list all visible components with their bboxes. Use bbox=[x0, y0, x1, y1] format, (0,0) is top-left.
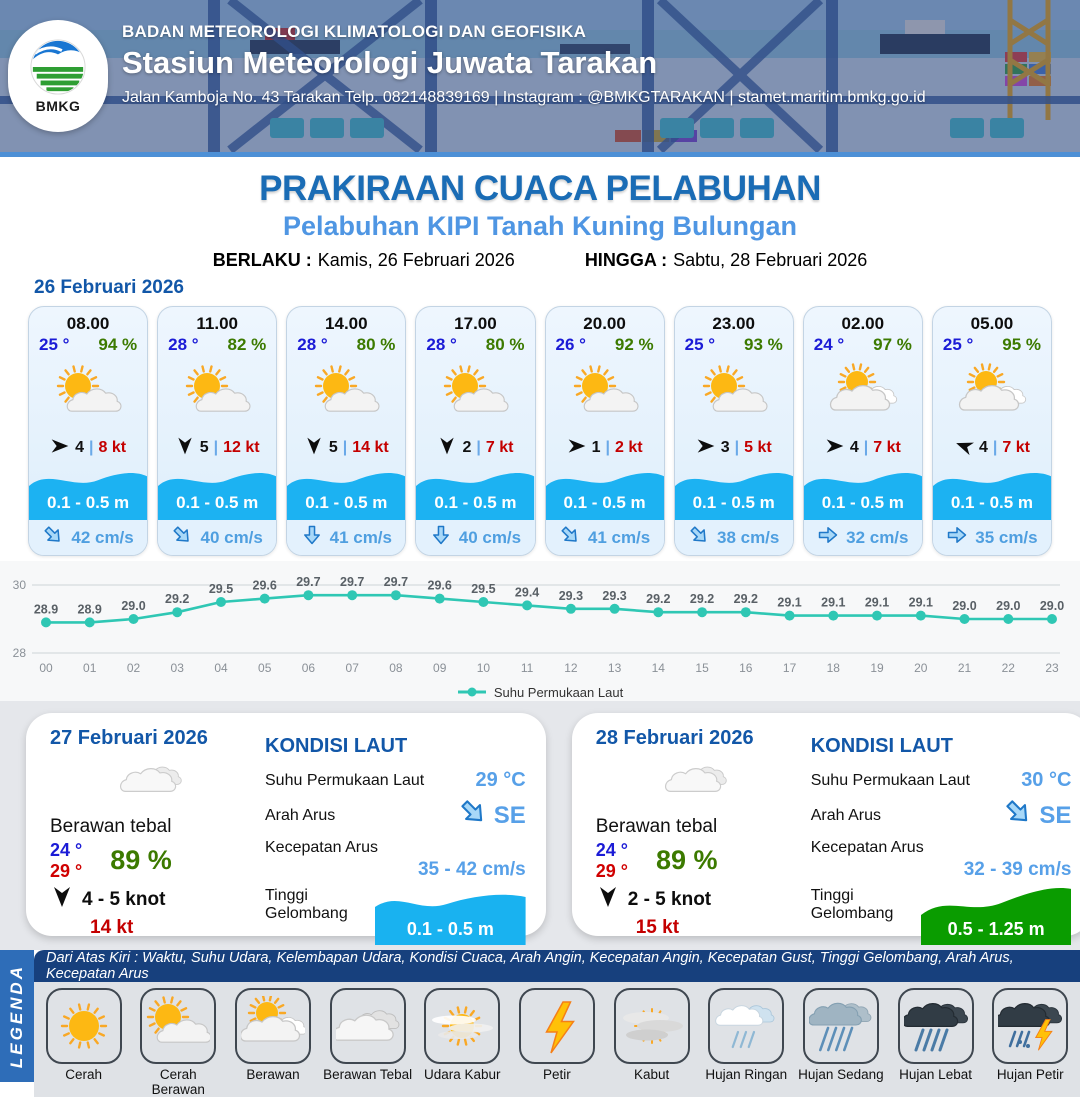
humidity: 80 % bbox=[356, 335, 396, 354]
svg-text:29.1: 29.1 bbox=[821, 595, 846, 610]
svg-text:21: 21 bbox=[957, 661, 972, 675]
wave-height-band bbox=[29, 461, 147, 521]
wind-gust: 7 kt bbox=[1002, 439, 1030, 457]
cerah-berawan-icon bbox=[140, 988, 216, 1064]
wind-separator: | bbox=[213, 439, 219, 457]
humidity: 92 % bbox=[614, 335, 654, 354]
current-speed: 40 cm/s bbox=[458, 527, 522, 547]
svg-text:09: 09 bbox=[433, 661, 447, 675]
wind-speed: 4 bbox=[849, 439, 859, 457]
svg-text:29.3: 29.3 bbox=[602, 588, 627, 603]
valid-to: HINGGA : Sabtu, 28 Februari 2026 bbox=[584, 250, 868, 270]
hujan-sedang-icon bbox=[803, 988, 879, 1064]
svg-text:29.2: 29.2 bbox=[689, 592, 715, 607]
svg-text:17: 17 bbox=[782, 661, 797, 675]
wind-speed: 5 bbox=[199, 439, 209, 457]
sea-conditions-heading: KONDISI LAUT bbox=[810, 735, 953, 757]
forecast-card bbox=[932, 306, 1052, 556]
kabut-icon bbox=[614, 988, 690, 1064]
wave-height-band bbox=[416, 461, 534, 521]
wave-height-band bbox=[158, 461, 276, 521]
day-card bbox=[26, 713, 546, 939]
current-row bbox=[804, 520, 922, 555]
humidity: 82 % bbox=[227, 335, 267, 354]
wind-direction-icon bbox=[437, 436, 457, 461]
legend-item-label: Udara Kabur bbox=[424, 1067, 501, 1082]
sst-value: 29 °C bbox=[475, 769, 526, 791]
forecast-time: 02.00 bbox=[841, 314, 885, 333]
current-speed: 41 cm/s bbox=[587, 527, 651, 547]
sst-label: Suhu Permukaan Laut bbox=[810, 771, 970, 789]
wind-gust: 7 kt bbox=[485, 439, 514, 457]
current-row bbox=[416, 520, 534, 555]
svg-text:29.0: 29.0 bbox=[952, 599, 977, 613]
wave-height: 0.1 - 0.5 m bbox=[692, 493, 775, 513]
svg-text:12: 12 bbox=[564, 661, 578, 675]
svg-text:14: 14 bbox=[651, 661, 665, 675]
humidity: 95 % bbox=[1002, 335, 1041, 354]
wind-gust: 5 kt bbox=[744, 439, 772, 457]
wind-speed: 5 bbox=[328, 439, 338, 457]
wind-direction-icon bbox=[696, 436, 716, 461]
sea-conditions-heading: KONDISI LAUT bbox=[265, 735, 408, 757]
chart-legend-label: Suhu Permukaan Laut bbox=[493, 684, 624, 700]
svg-text:29.4: 29.4 bbox=[514, 585, 540, 600]
legend-item-label: Hujan Sedang bbox=[798, 1067, 884, 1082]
udara-kabur-icon bbox=[424, 988, 500, 1064]
wave-height-label: Tinggi Gelombang bbox=[810, 887, 894, 922]
svg-text:10: 10 bbox=[476, 661, 491, 675]
svg-text:29.6: 29.6 bbox=[427, 578, 452, 593]
day-date: 28 Februari 2026 bbox=[595, 727, 754, 749]
current-direction-icon bbox=[946, 524, 968, 551]
svg-text:02: 02 bbox=[126, 661, 141, 675]
wave-height-label: Tinggi Gelombang bbox=[265, 887, 348, 922]
legend-item bbox=[607, 988, 697, 1082]
weather-icon-cerah-berawan bbox=[179, 357, 255, 434]
svg-text:29.0: 29.0 bbox=[996, 599, 1021, 613]
forecast-time: 20.00 bbox=[583, 314, 626, 333]
current-direction: SE bbox=[458, 797, 526, 834]
svg-text:15: 15 bbox=[695, 661, 709, 675]
current-direction-icon bbox=[430, 524, 452, 551]
wind-direction-icon bbox=[50, 436, 70, 461]
wind-row bbox=[437, 436, 513, 461]
svg-text:29.2: 29.2 bbox=[165, 592, 190, 607]
temp-max: 29 ° bbox=[595, 860, 628, 881]
current-speed: 35 cm/s bbox=[975, 527, 1038, 547]
wind-separator: | bbox=[88, 439, 94, 457]
station-contact: Jalan Kamboja No. 43 Tarakan Telp. 082148839169 | Instagram : @BMKGTARAKAN | stamet.maritim.bmkg.go.id bbox=[122, 89, 926, 106]
svg-text:29.7: 29.7 bbox=[296, 575, 321, 590]
current-direction-label: Arah Arus bbox=[265, 806, 336, 824]
wind-direction-icon bbox=[596, 885, 620, 915]
legend-item-label: Cerah bbox=[65, 1067, 103, 1082]
svg-text:29.6: 29.6 bbox=[252, 578, 277, 593]
wind-separator: | bbox=[734, 439, 740, 457]
legend-item bbox=[133, 988, 223, 1097]
wave-height-band bbox=[675, 461, 793, 521]
wind-gust: 7 kt bbox=[873, 439, 901, 457]
forecast-card bbox=[415, 306, 535, 556]
current-row bbox=[287, 520, 405, 555]
outlook-section bbox=[0, 701, 1080, 950]
svg-text:06: 06 bbox=[301, 661, 316, 675]
humidity: 80 % bbox=[485, 335, 525, 354]
svg-text:29.5: 29.5 bbox=[208, 582, 234, 596]
temperature: 28 ° bbox=[297, 335, 328, 354]
sst-label: Suhu Permukaan Laut bbox=[265, 771, 425, 789]
cloud-icon bbox=[50, 750, 255, 814]
day-wind-gust: 15 kt bbox=[635, 917, 680, 939]
legend-marker-icon bbox=[457, 686, 487, 698]
svg-text:28.9: 28.9 bbox=[33, 602, 59, 617]
svg-text:23: 23 bbox=[1045, 661, 1059, 675]
legend-item bbox=[228, 988, 318, 1082]
legend-item bbox=[417, 988, 507, 1082]
temperature: 25 ° bbox=[39, 335, 70, 354]
svg-text:16: 16 bbox=[739, 661, 753, 675]
validity-row bbox=[0, 250, 1080, 271]
forecast-time: 14.00 bbox=[325, 314, 368, 333]
weather-icon-cerah-berawan bbox=[308, 357, 384, 434]
wind-row bbox=[50, 436, 126, 461]
forecast-card bbox=[674, 306, 794, 556]
current-row bbox=[675, 520, 793, 555]
current-speed-label: Kecepatan Arus bbox=[810, 839, 924, 856]
legend-item-label: Hujan Petir bbox=[996, 1067, 1064, 1082]
svg-text:29.2: 29.2 bbox=[733, 592, 758, 607]
current-direction-icon bbox=[559, 524, 581, 551]
day-date: 27 Februari 2026 bbox=[50, 727, 208, 749]
svg-text:29.1: 29.1 bbox=[908, 595, 933, 610]
sst-chart bbox=[0, 561, 1080, 675]
weather-icon-cerah-berawan bbox=[437, 357, 513, 434]
wind-direction-icon bbox=[50, 885, 74, 915]
legend-item bbox=[985, 988, 1075, 1082]
svg-text:30: 30 bbox=[12, 578, 26, 592]
svg-text:11: 11 bbox=[520, 661, 534, 675]
wind-row bbox=[954, 436, 1030, 461]
current-row bbox=[546, 520, 664, 555]
current-direction-icon bbox=[458, 797, 488, 834]
temp-min: 24 ° bbox=[595, 840, 628, 860]
bmkg-logo-text: BMKG bbox=[35, 98, 81, 114]
wind-row bbox=[696, 436, 772, 461]
current-speed-value: 32 - 39 cm/s bbox=[963, 859, 1072, 880]
current-direction-label: Arah Arus bbox=[810, 806, 881, 824]
temperature: 25 ° bbox=[942, 335, 974, 354]
forecast-card bbox=[286, 306, 406, 556]
petir-icon bbox=[519, 988, 595, 1064]
header-banner bbox=[0, 0, 1080, 152]
svg-text:29.5: 29.5 bbox=[471, 582, 496, 596]
svg-text:19: 19 bbox=[870, 661, 884, 675]
page-title: PRAKIRAAN CUACA PELABUHAN bbox=[259, 169, 821, 208]
day-wind-gust: 14 kt bbox=[90, 917, 134, 939]
wind-separator: | bbox=[342, 439, 348, 457]
forecast-card bbox=[545, 306, 665, 556]
svg-text:03: 03 bbox=[170, 661, 184, 675]
hujan-petir-icon bbox=[992, 988, 1068, 1064]
forecast-date: 26 Februari 2026 bbox=[34, 277, 184, 298]
wind-direction-icon bbox=[304, 436, 324, 461]
temperature: 28 ° bbox=[426, 335, 457, 354]
weather-icon-cerah-berawan bbox=[567, 357, 643, 434]
legend-item bbox=[891, 988, 981, 1082]
day-wind-range: 2 - 5 knot bbox=[627, 889, 712, 911]
wind-speed: 4 bbox=[75, 439, 84, 457]
svg-text:29.7: 29.7 bbox=[383, 575, 409, 590]
svg-text:18: 18 bbox=[826, 661, 840, 675]
svg-text:22: 22 bbox=[1001, 661, 1015, 675]
svg-text:28.9: 28.9 bbox=[77, 602, 102, 617]
day-condition: Berawan tebal bbox=[50, 816, 172, 837]
valid-from: BERLAKU : Kamis, 26 Februari 2026 bbox=[212, 250, 515, 270]
wind-speed: 2 bbox=[462, 439, 472, 457]
forecast-cards-row bbox=[28, 306, 1052, 556]
svg-text:20: 20 bbox=[914, 661, 928, 675]
wind-separator: | bbox=[476, 439, 481, 457]
wind-row bbox=[304, 436, 389, 461]
cerah-icon bbox=[46, 988, 122, 1064]
current-direction-icon bbox=[42, 524, 64, 551]
current-direction: SE bbox=[1003, 797, 1071, 834]
berawan-icon bbox=[235, 988, 311, 1064]
page-subtitle: Pelabuhan KIPI Tanah Kuning Bulungan bbox=[282, 211, 797, 241]
wind-gust: 8 kt bbox=[98, 439, 127, 457]
legend-item-label: Berawan Tebal bbox=[323, 1067, 413, 1082]
bmkg-logo bbox=[8, 20, 108, 132]
hujan-lebat-icon bbox=[898, 988, 974, 1064]
current-row bbox=[29, 520, 147, 555]
wave-height-band bbox=[804, 461, 922, 521]
temperature: 26 ° bbox=[555, 335, 586, 354]
humidity: 93 % bbox=[744, 335, 783, 354]
legend-description: Dari Atas Kiri : Waktu, Suhu Udara, Kelembapan Udara, Kondisi Cuaca, Arah Angin, Kecepatan Angin, Kecepatan Gust, Tinggi Gelombang, Arah Arus, Kecepatan Arus bbox=[34, 950, 1080, 982]
legend-item-label: Berawan bbox=[246, 1067, 300, 1082]
wave-height: 0.1 - 0.5 m bbox=[563, 493, 646, 513]
svg-text:00: 00 bbox=[39, 661, 53, 675]
weather-icon-berawan bbox=[954, 357, 1030, 434]
forecast-time: 08.00 bbox=[66, 314, 110, 333]
weather-icon-cerah-berawan bbox=[50, 357, 126, 434]
wave-height: 0.1 - 0.5 m bbox=[176, 493, 259, 513]
legend-item-label: Kabut bbox=[633, 1067, 670, 1082]
wave-height: 0.1 - 0.5 m bbox=[305, 493, 388, 513]
temperature: 24 ° bbox=[813, 335, 845, 354]
legend-section bbox=[0, 950, 1080, 1097]
current-direction-icon bbox=[817, 524, 839, 551]
legend-item-label: Petir bbox=[543, 1067, 571, 1082]
svg-text:29.3: 29.3 bbox=[558, 588, 584, 603]
chart-legend bbox=[0, 680, 1080, 704]
wind-row bbox=[825, 436, 901, 461]
wind-gust: 14 kt bbox=[352, 439, 389, 457]
station-name: Stasiun Meteorologi Juwata Tarakan bbox=[122, 45, 658, 80]
bmkg-emblem-icon bbox=[29, 38, 87, 96]
forecast-card bbox=[157, 306, 277, 556]
legend-item bbox=[323, 988, 413, 1082]
wind-speed: 4 bbox=[978, 439, 988, 457]
wave-height-band bbox=[287, 461, 405, 521]
svg-text:08: 08 bbox=[389, 661, 403, 675]
wind-separator: | bbox=[992, 439, 998, 457]
temp-max: 29 ° bbox=[50, 860, 83, 881]
forecast-time: 17.00 bbox=[454, 314, 497, 333]
forecast-time: 11.00 bbox=[196, 314, 238, 333]
day-humidity: 89 % bbox=[655, 845, 718, 876]
legend-title-bar bbox=[0, 950, 34, 1082]
day-wind-row bbox=[50, 885, 255, 915]
wind-speed: 1 bbox=[591, 439, 601, 457]
legend-item bbox=[39, 988, 129, 1082]
wave-height-badge: 0.5 - 1.25 m bbox=[921, 883, 1072, 945]
wind-gust: 12 kt bbox=[223, 439, 260, 457]
forecast-card bbox=[803, 306, 923, 556]
legend-item bbox=[796, 988, 886, 1082]
wind-gust: 2 kt bbox=[614, 439, 643, 457]
wind-speed: 3 bbox=[720, 439, 730, 457]
current-speed-value: 35 - 42 cm/s bbox=[417, 859, 526, 880]
agency-name: BADAN METEOROLOGI KLIMATOLOGI DAN GEOFISIKA bbox=[122, 22, 587, 41]
wind-row bbox=[567, 436, 643, 461]
current-speed: 41 cm/s bbox=[329, 527, 392, 547]
current-direction-icon bbox=[171, 524, 193, 551]
berawan-tebal-icon bbox=[330, 988, 406, 1064]
wind-direction-icon bbox=[954, 436, 974, 461]
svg-text:04: 04 bbox=[214, 661, 228, 675]
wind-separator: | bbox=[605, 439, 610, 457]
svg-text:29.7: 29.7 bbox=[340, 575, 365, 590]
title-section bbox=[0, 157, 1080, 275]
svg-text:28: 28 bbox=[12, 646, 26, 660]
legend-item-label: Cerah Berawan bbox=[151, 1067, 205, 1097]
current-speed: 42 cm/s bbox=[71, 527, 134, 547]
humidity: 97 % bbox=[873, 335, 912, 354]
current-speed-label: Kecepatan Arus bbox=[265, 839, 378, 856]
weather-icon-berawan bbox=[825, 357, 901, 434]
humidity: 94 % bbox=[98, 335, 138, 354]
svg-text:29.0: 29.0 bbox=[121, 599, 146, 613]
wave-height: 0.1 - 0.5 m bbox=[46, 493, 130, 513]
legend-item-label: Hujan Ringan bbox=[705, 1067, 788, 1082]
wave-height: 0.1 - 0.5 m bbox=[434, 493, 517, 513]
current-speed: 32 cm/s bbox=[846, 527, 909, 547]
current-speed: 40 cm/s bbox=[200, 527, 263, 547]
day-humidity: 89 % bbox=[110, 845, 172, 876]
legend-item-label: Hujan Lebat bbox=[899, 1067, 972, 1082]
svg-text:29.1: 29.1 bbox=[777, 595, 802, 610]
current-direction-icon bbox=[1003, 797, 1033, 834]
forecast-time: 05.00 bbox=[970, 314, 1014, 333]
legend-item bbox=[512, 988, 602, 1082]
wind-direction-icon bbox=[567, 436, 587, 461]
forecast-card bbox=[28, 306, 148, 556]
temperature: 28 ° bbox=[168, 335, 199, 354]
day-wind-row bbox=[596, 885, 801, 915]
forecast-time: 23.00 bbox=[712, 314, 755, 333]
day-card bbox=[572, 713, 1080, 939]
wind-row bbox=[175, 436, 260, 461]
svg-text:29.2: 29.2 bbox=[646, 592, 671, 607]
temperature: 25 ° bbox=[684, 335, 716, 354]
wind-separator: | bbox=[863, 439, 869, 457]
legend-title: LEGENDA bbox=[7, 963, 26, 1069]
current-direction-icon bbox=[688, 524, 710, 551]
wave-height-badge: 0.1 - 0.5 m bbox=[375, 883, 526, 945]
svg-text:13: 13 bbox=[607, 661, 622, 675]
wave-height: 0.1 - 0.5 m bbox=[950, 493, 1034, 513]
svg-text:29.0: 29.0 bbox=[1039, 599, 1065, 613]
cloud-icon bbox=[596, 750, 801, 814]
current-speed: 38 cm/s bbox=[716, 527, 780, 547]
day-condition: Berawan tebal bbox=[595, 816, 718, 837]
current-row bbox=[158, 520, 276, 555]
wave-height: 0.1 - 0.5 m bbox=[821, 493, 904, 513]
wave-height-band bbox=[546, 461, 664, 521]
sst-value: 30 °C bbox=[1021, 769, 1072, 791]
wave-height-band bbox=[933, 461, 1051, 521]
current-row bbox=[933, 520, 1051, 555]
wind-direction-icon bbox=[825, 436, 845, 461]
day-wind-range: 4 - 5 knot bbox=[82, 889, 166, 911]
sst-chart-section bbox=[0, 561, 1080, 701]
svg-text:07: 07 bbox=[345, 661, 359, 675]
legend-item bbox=[701, 988, 791, 1082]
svg-text:05: 05 bbox=[258, 661, 272, 675]
temp-min: 24 ° bbox=[50, 840, 83, 860]
forecast-section bbox=[0, 277, 1080, 561]
wind-direction-icon bbox=[175, 436, 195, 461]
svg-text:01: 01 bbox=[83, 661, 97, 675]
weather-icon-cerah-berawan bbox=[696, 357, 772, 434]
svg-text:29.1: 29.1 bbox=[864, 595, 890, 610]
current-direction-icon bbox=[301, 524, 323, 551]
hujan-ringan-icon bbox=[708, 988, 784, 1064]
